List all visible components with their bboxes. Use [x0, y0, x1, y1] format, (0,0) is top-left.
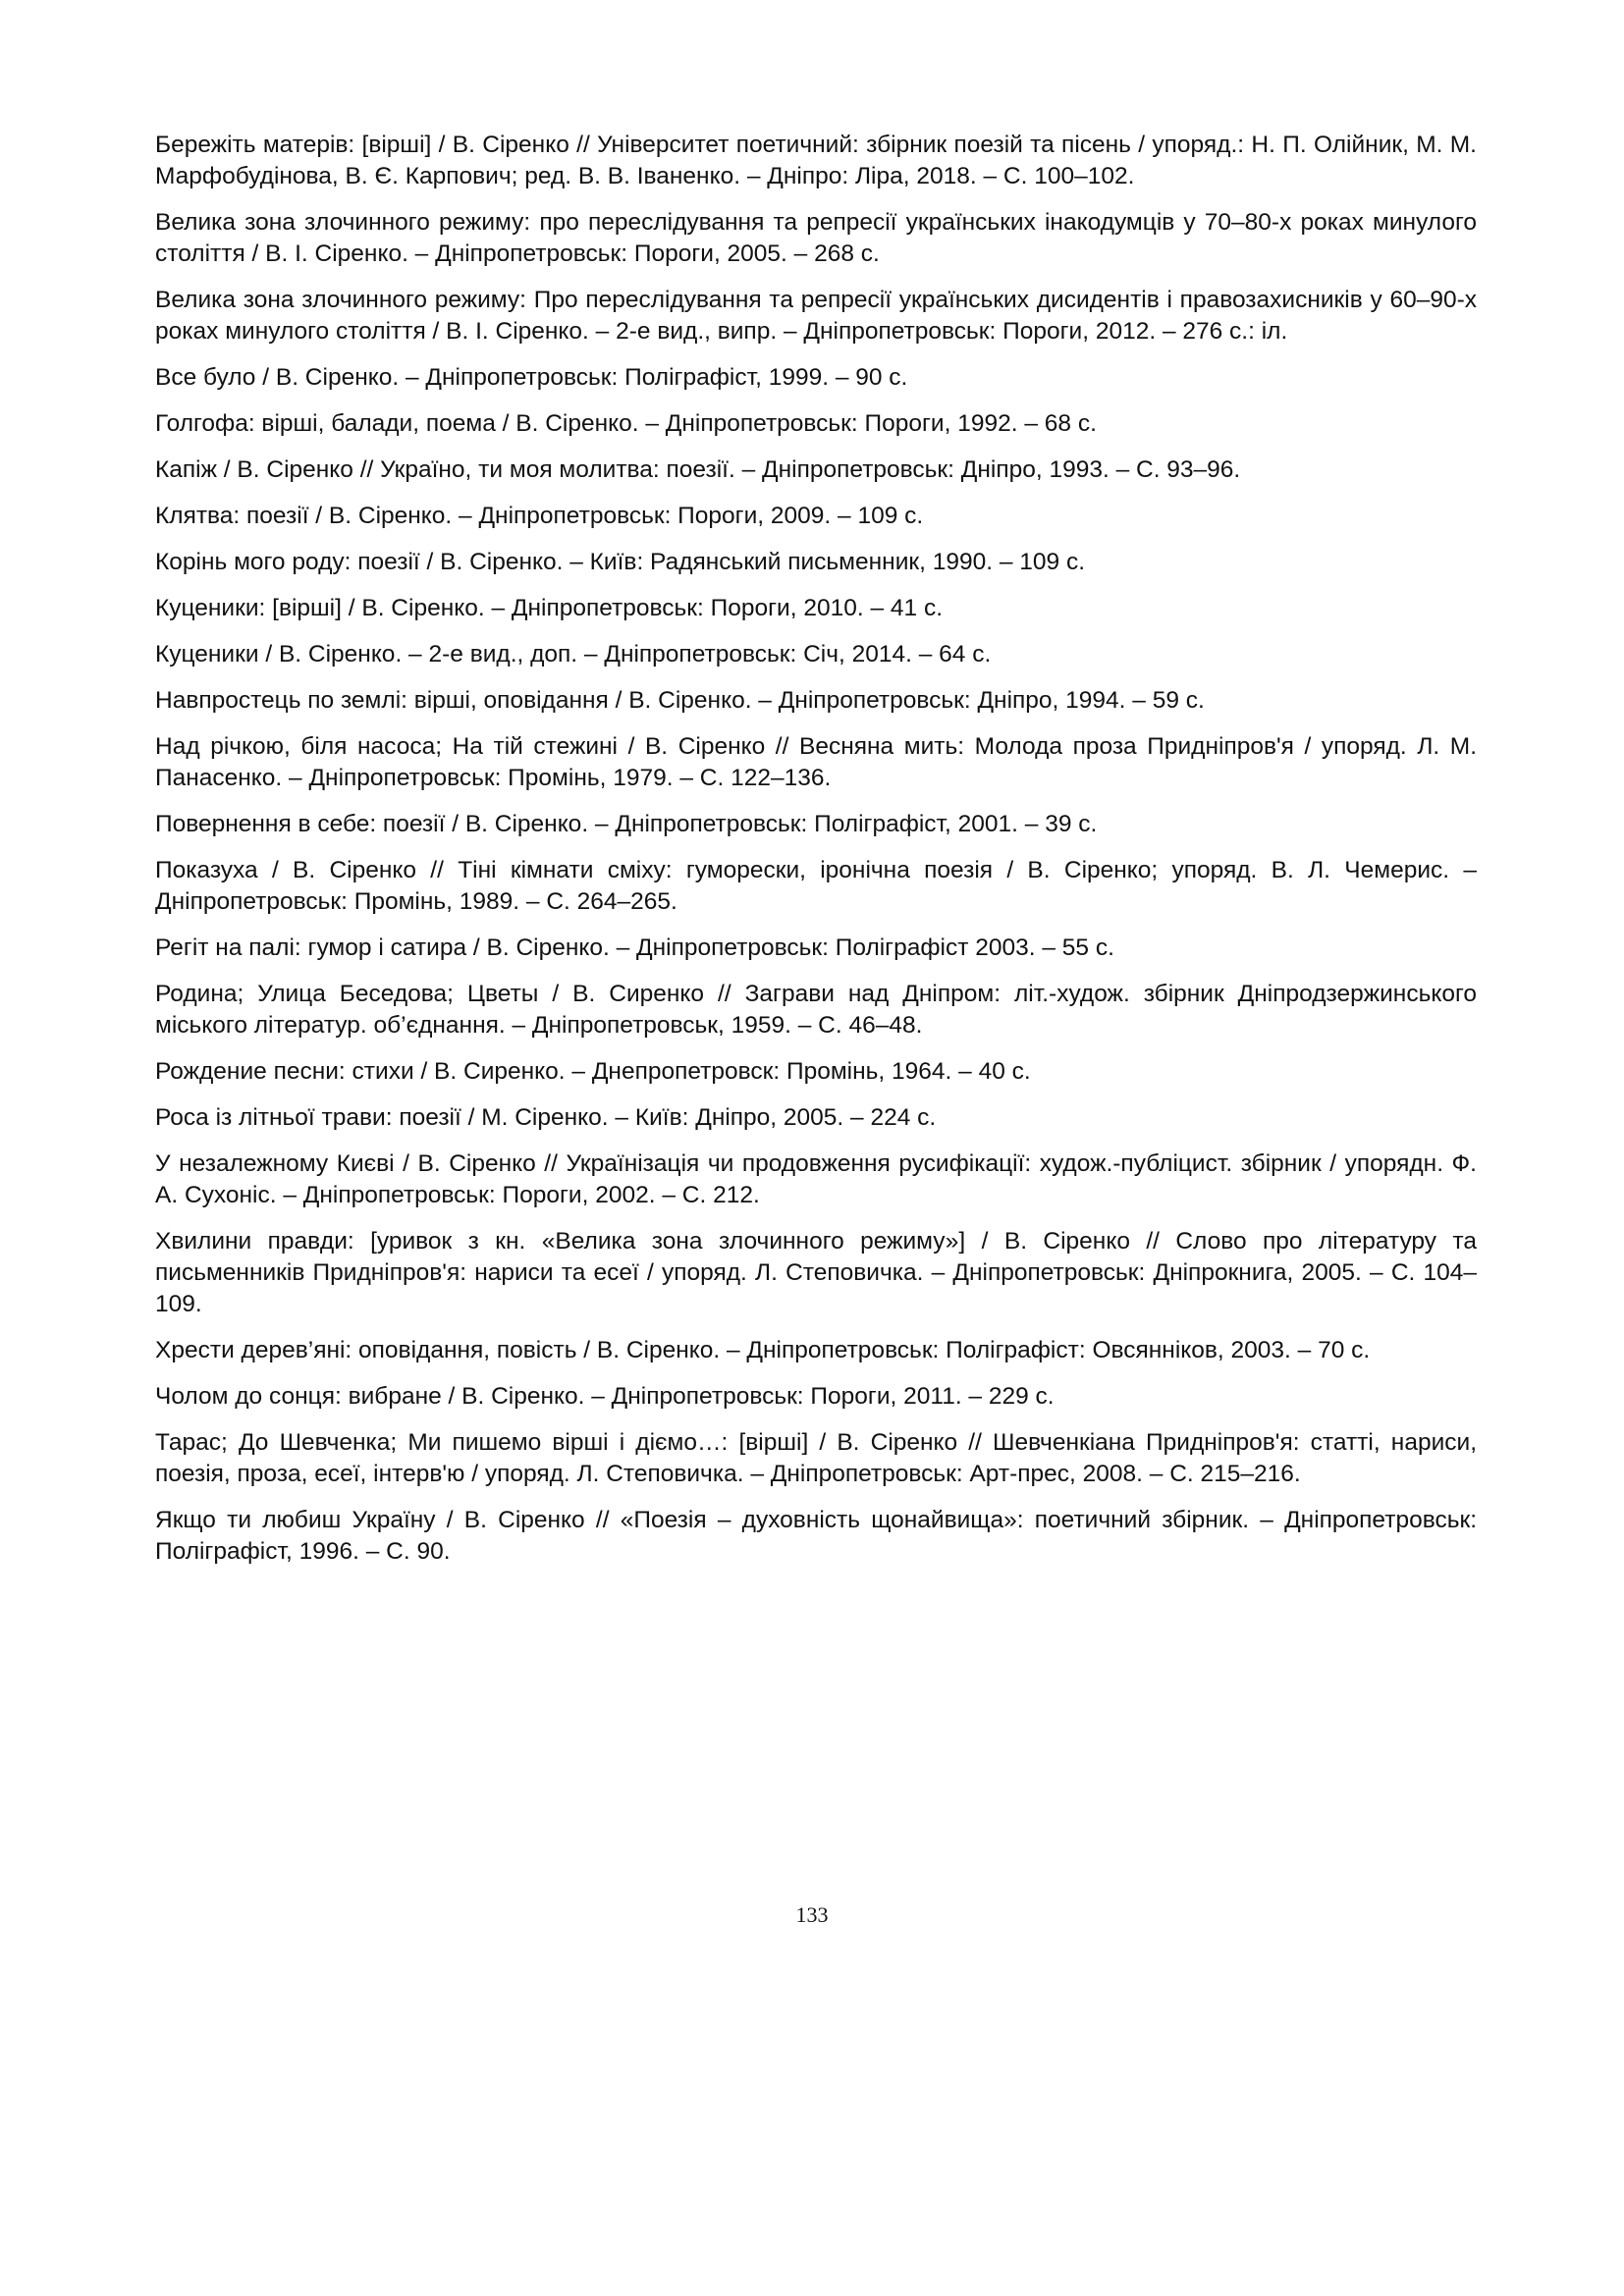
bibliography-entry: Над річкою, біля насоса; На тій стежині / В. Сіренко // Весняна мить: Молода проза Придніпров'я / упоряд. Л. М. Панасенко. – Дніпропетровськ: Промінь, 1979. – С. 122–136. — [155, 733, 1477, 791]
bibliography-entry: Велика зона злочинного режиму: про переслідування та репресії українських інакодумців у 70–80-х роках минулого століття / В. І. Сіренко. – Дніпропетровськ: Пороги, 2005. – 268 с. — [155, 209, 1477, 267]
bibliography-entry: Рождение песни: стихи / В. Сиренко. – Днепропетровск: Промінь, 1964. – 40 с. — [155, 1058, 1031, 1085]
bibliography-entry: Бережіть матерів: [вірші] / В. Сіренко // Університет поетичний: збірник поезій та пісень / упоряд.: Н. П. Олійник, М. М. Марфобудінова, В. Є. Карпович; ред. В. В. Іваненко. – Дніпро: Ліра, 2018. – С. 100–102. — [155, 132, 1477, 189]
bibliography-entry: Регіт на палі: гумор і сатира / В. Сіренко. – Дніпропетровськ: Поліграфіст 2003. – 55 с. — [155, 934, 1114, 961]
bibliography-entry: Якщо ти любиш Україну / В. Сіренко // «Поезія – духовність щонайвища»: поетичний збірник. – Дніпропетровськ: Поліграфіст, 1996. – С. 90. — [155, 1507, 1477, 1565]
bibliography-entry: Велика зона злочинного режиму: Про переслідування та репресії українських дисидентів і правозахисників у 60–90-х роках минулого століття / В. І. Сіренко. – 2-е вид., випр. – Дніпропетровськ: Пороги, 2012. – 276 с.: іл. — [155, 287, 1477, 345]
bibliography-entry: Тарас; До Шевченка; Ми пишемо вірші і діємо…: [вірші] / В. Сіренко // Шевченкіана Придніпров'я: статті, нариси, поезія, проза, есеї, інтерв'ю / упоряд. Л. Степовичка. – Дніпропетровськ: Арт-прес, 2008. – С. 215–216. — [155, 1429, 1477, 1487]
bibliography-entry: Повернення в себе: поезії / В. Сіренко. – Дніпропетровськ: Поліграфіст, 2001. – 39 с. — [155, 811, 1098, 837]
bibliography-entry: Клятва: поезії / В. Сіренко. – Дніпропетровськ: Пороги, 2009. – 109 с. — [155, 503, 924, 529]
bibliography-entry: Капіж / В. Сіренко // Україно, ти моя молитва: поезії. – Дніпропетровськ: Дніпро, 1993. – С. 93–96. — [155, 456, 1241, 483]
bibliography-entry: У незалежному Києві / В. Сіренко // Українізація чи продовження русифікації: худож.-публіцист. збірник / упорядн. Ф. А. Сухоніс. – Дніпропетровськ: Пороги, 2002. – С. 212. — [155, 1150, 1477, 1208]
bibliography-entry: Роса із літньої трави: поезії / М. Сіренко. – Київ: Дніпро, 2005. – 224 с. — [155, 1104, 937, 1131]
bibliography-entry: Родина; Улица Беседова; Цветы / В. Сиренко // Заграви над Дніпром: літ.-худож. збірник Дніпродзержинського міського літератур. об’єднання. – Дніпропетровськ, 1959. – С. 46–48. — [155, 981, 1477, 1039]
bibliography-entry: Навпростець по землі: вірші, оповідання / В. Сіренко. – Дніпропетровськ: Дніпро, 1994. – 59 с. — [155, 687, 1205, 714]
bibliography-entry: Куценики: [вірші] / В. Сіренко. – Дніпропетровськ: Пороги, 2010. – 41 с. — [155, 595, 944, 621]
bibliography-list — [155, 130, 1477, 1582]
bibliography-entry: Куценики / В. Сіренко. – 2-е вид., доп. – Дніпропетровськ: Січ, 2014. – 64 с. — [155, 641, 992, 667]
bibliography-entry: Корінь мого роду: поезії / В. Сіренко. – Київ: Радянський письменник, 1990. – 109 с. — [155, 549, 1086, 575]
page-number: 133 — [795, 1902, 829, 1927]
bibliography-entry: Чолом до сонця: вибране / В. Сіренко. – Дніпропетровськ: Пороги, 2011. – 229 с. — [155, 1383, 1055, 1410]
bibliography-entry: Голгофа: вірші, балади, поема / В. Сіренко. – Дніпропетровськ: Пороги, 1992. – 68 с. — [155, 410, 1097, 437]
bibliography-entry: Хрести дерев’яні: оповідання, повість / В. Сіренко. – Дніпропетровськ: Поліграфіст: Овсянніков, 2003. – 70 с. — [155, 1337, 1371, 1363]
bibliography-entry: Хвилини правди: [уривок з кн. «Велика зона злочинного режиму»] / В. Сіренко // Слово про літературу та письменників Придніпров'я: нариси та есеї / упоряд. Л. Степовичка. – Дніпропетровськ: Дніпрокнига, 2005. – С. 104–109. — [155, 1228, 1477, 1317]
bibliography-entry: Все було / В. Сіренко. – Дніпропетровськ: Поліграфіст, 1999. – 90 с. — [155, 364, 908, 391]
bibliography-entry: Показуха / В. Сіренко // Тіні кімнати сміху: гуморески, іронічна поезія / В. Сіренко; упоряд. В. Л. Чемерис. – Дніпропетровськ: Промінь, 1989. – С. 264–265. — [155, 857, 1477, 915]
